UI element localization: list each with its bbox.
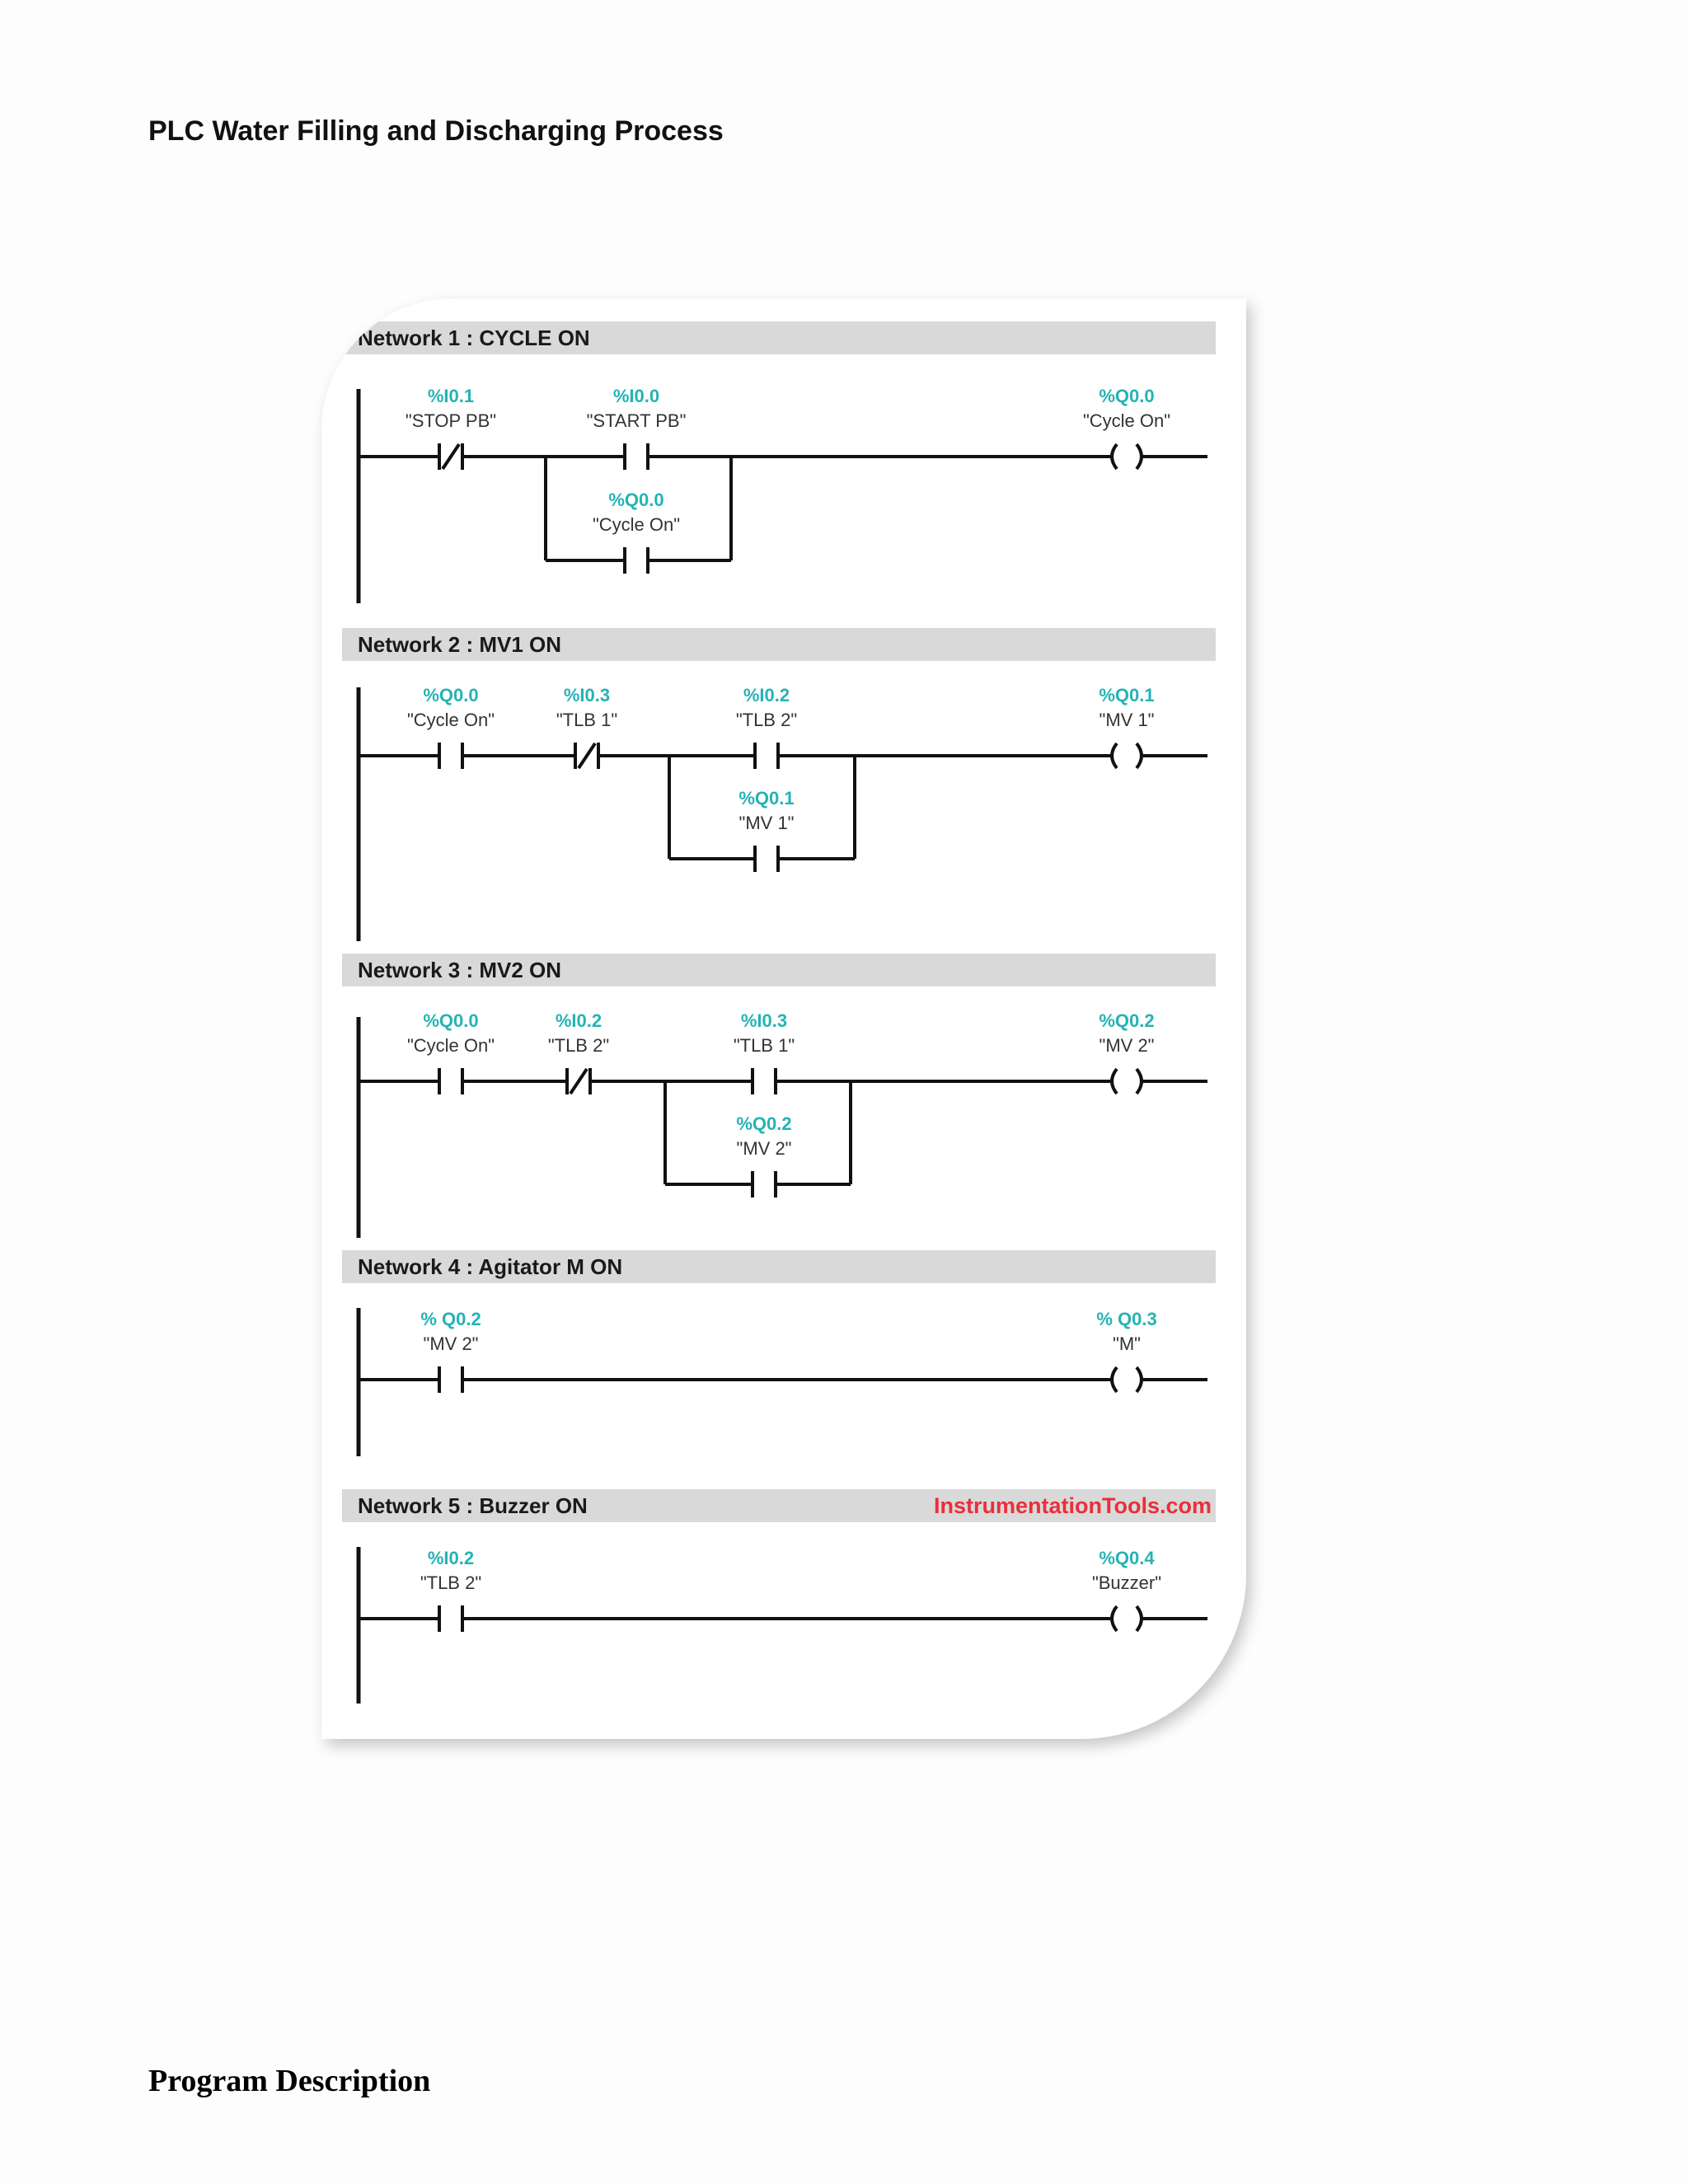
network-title: Network 1 : CYCLE ON	[358, 326, 590, 350]
section-heading: Program Description	[148, 2064, 431, 2098]
contact-address: %I0.2	[427, 1548, 475, 1568]
contact-tag: "START PB"	[586, 410, 687, 431]
coil-symbol	[1112, 444, 1142, 469]
contact-address: %I0.3	[740, 1010, 788, 1031]
coil-tag: "MV 2"	[1099, 1035, 1155, 1056]
branch-address: %Q0.0	[608, 490, 664, 510]
coil-symbol	[1112, 1367, 1142, 1392]
coil-tag: "Cycle On"	[1082, 410, 1171, 431]
contact-address: %I0.1	[427, 386, 475, 406]
coil-tag: "M"	[1113, 1333, 1141, 1354]
network-title: Network 4 : Agitator M ON	[358, 1254, 623, 1279]
parallel-branch	[669, 756, 855, 872]
contact-tag: "TLB 2"	[420, 1572, 482, 1593]
branch-address: %Q0.2	[736, 1113, 792, 1134]
contact-tag: "STOP PB"	[405, 410, 497, 431]
parallel-branch	[665, 1081, 851, 1197]
no-contact-symbol	[439, 1366, 462, 1393]
coil-address: %Q0.4	[1099, 1548, 1155, 1568]
branch-tag: "Cycle On"	[592, 514, 681, 535]
no-contact-symbol	[755, 743, 778, 769]
ladder-diagram-frame	[321, 298, 1246, 1739]
no-contact-symbol	[625, 443, 648, 470]
contact-address: %I0.2	[743, 685, 790, 705]
contact-address: %I0.0	[612, 386, 660, 406]
parallel-branch	[546, 457, 731, 574]
network-3	[342, 954, 1216, 1238]
contact-tag: "Cycle On"	[406, 1035, 495, 1056]
network-title: Network 3 : MV2 ON	[358, 958, 562, 982]
contact-address: %I0.3	[563, 685, 611, 705]
contact-address: % Q0.2	[420, 1309, 481, 1329]
no-contact-symbol	[439, 1068, 462, 1094]
nc-contact-symbol	[567, 1068, 590, 1094]
contact-tag: "TLB 2"	[547, 1035, 610, 1056]
contact-tag: "TLB 2"	[735, 710, 798, 730]
contact-tag: "Cycle On"	[406, 710, 495, 730]
branch-address: %Q0.1	[738, 788, 795, 808]
contact-address: %I0.2	[555, 1010, 603, 1031]
document-title: PLC Water Filling and Discharging Process	[148, 115, 724, 147]
coil-tag: "MV 1"	[1099, 710, 1155, 730]
coil-address: %Q0.2	[1099, 1010, 1155, 1031]
nc-contact-symbol	[439, 443, 462, 470]
no-contact-symbol	[753, 1068, 776, 1094]
no-contact-symbol	[625, 547, 648, 574]
coil-address: %Q0.0	[1099, 386, 1155, 406]
coil-address: %Q0.1	[1099, 685, 1155, 705]
nc-contact-symbol	[575, 743, 598, 769]
no-contact-symbol	[755, 846, 778, 872]
contact-address: %Q0.0	[423, 685, 479, 705]
contact-tag: "TLB 1"	[556, 710, 618, 730]
no-contact-symbol	[753, 1171, 776, 1197]
branch-tag: "MV 1"	[738, 813, 795, 833]
coil-tag: "Buzzer"	[1091, 1572, 1162, 1593]
no-contact-symbol	[439, 743, 462, 769]
contact-address: %Q0.0	[423, 1010, 479, 1031]
network-2	[342, 628, 1216, 941]
network-title: Network 2 : MV1 ON	[358, 632, 562, 657]
network-5	[342, 1489, 1216, 1704]
network-1	[342, 321, 1216, 603]
coil-symbol	[1112, 1606, 1142, 1631]
coil-address: % Q0.3	[1096, 1309, 1157, 1329]
no-contact-symbol	[439, 1605, 462, 1632]
ladder-diagram	[321, 298, 1246, 1739]
contact-tag: "TLB 1"	[733, 1035, 795, 1056]
network-4	[342, 1250, 1216, 1456]
coil-symbol	[1112, 1069, 1142, 1094]
branch-tag: "MV 2"	[736, 1138, 792, 1159]
network-title: Network 5 : Buzzer ON	[358, 1493, 588, 1518]
contact-tag: "MV 2"	[423, 1333, 479, 1354]
coil-symbol	[1112, 743, 1142, 768]
watermark-text: InstrumentationTools.com	[933, 1493, 1212, 1518]
